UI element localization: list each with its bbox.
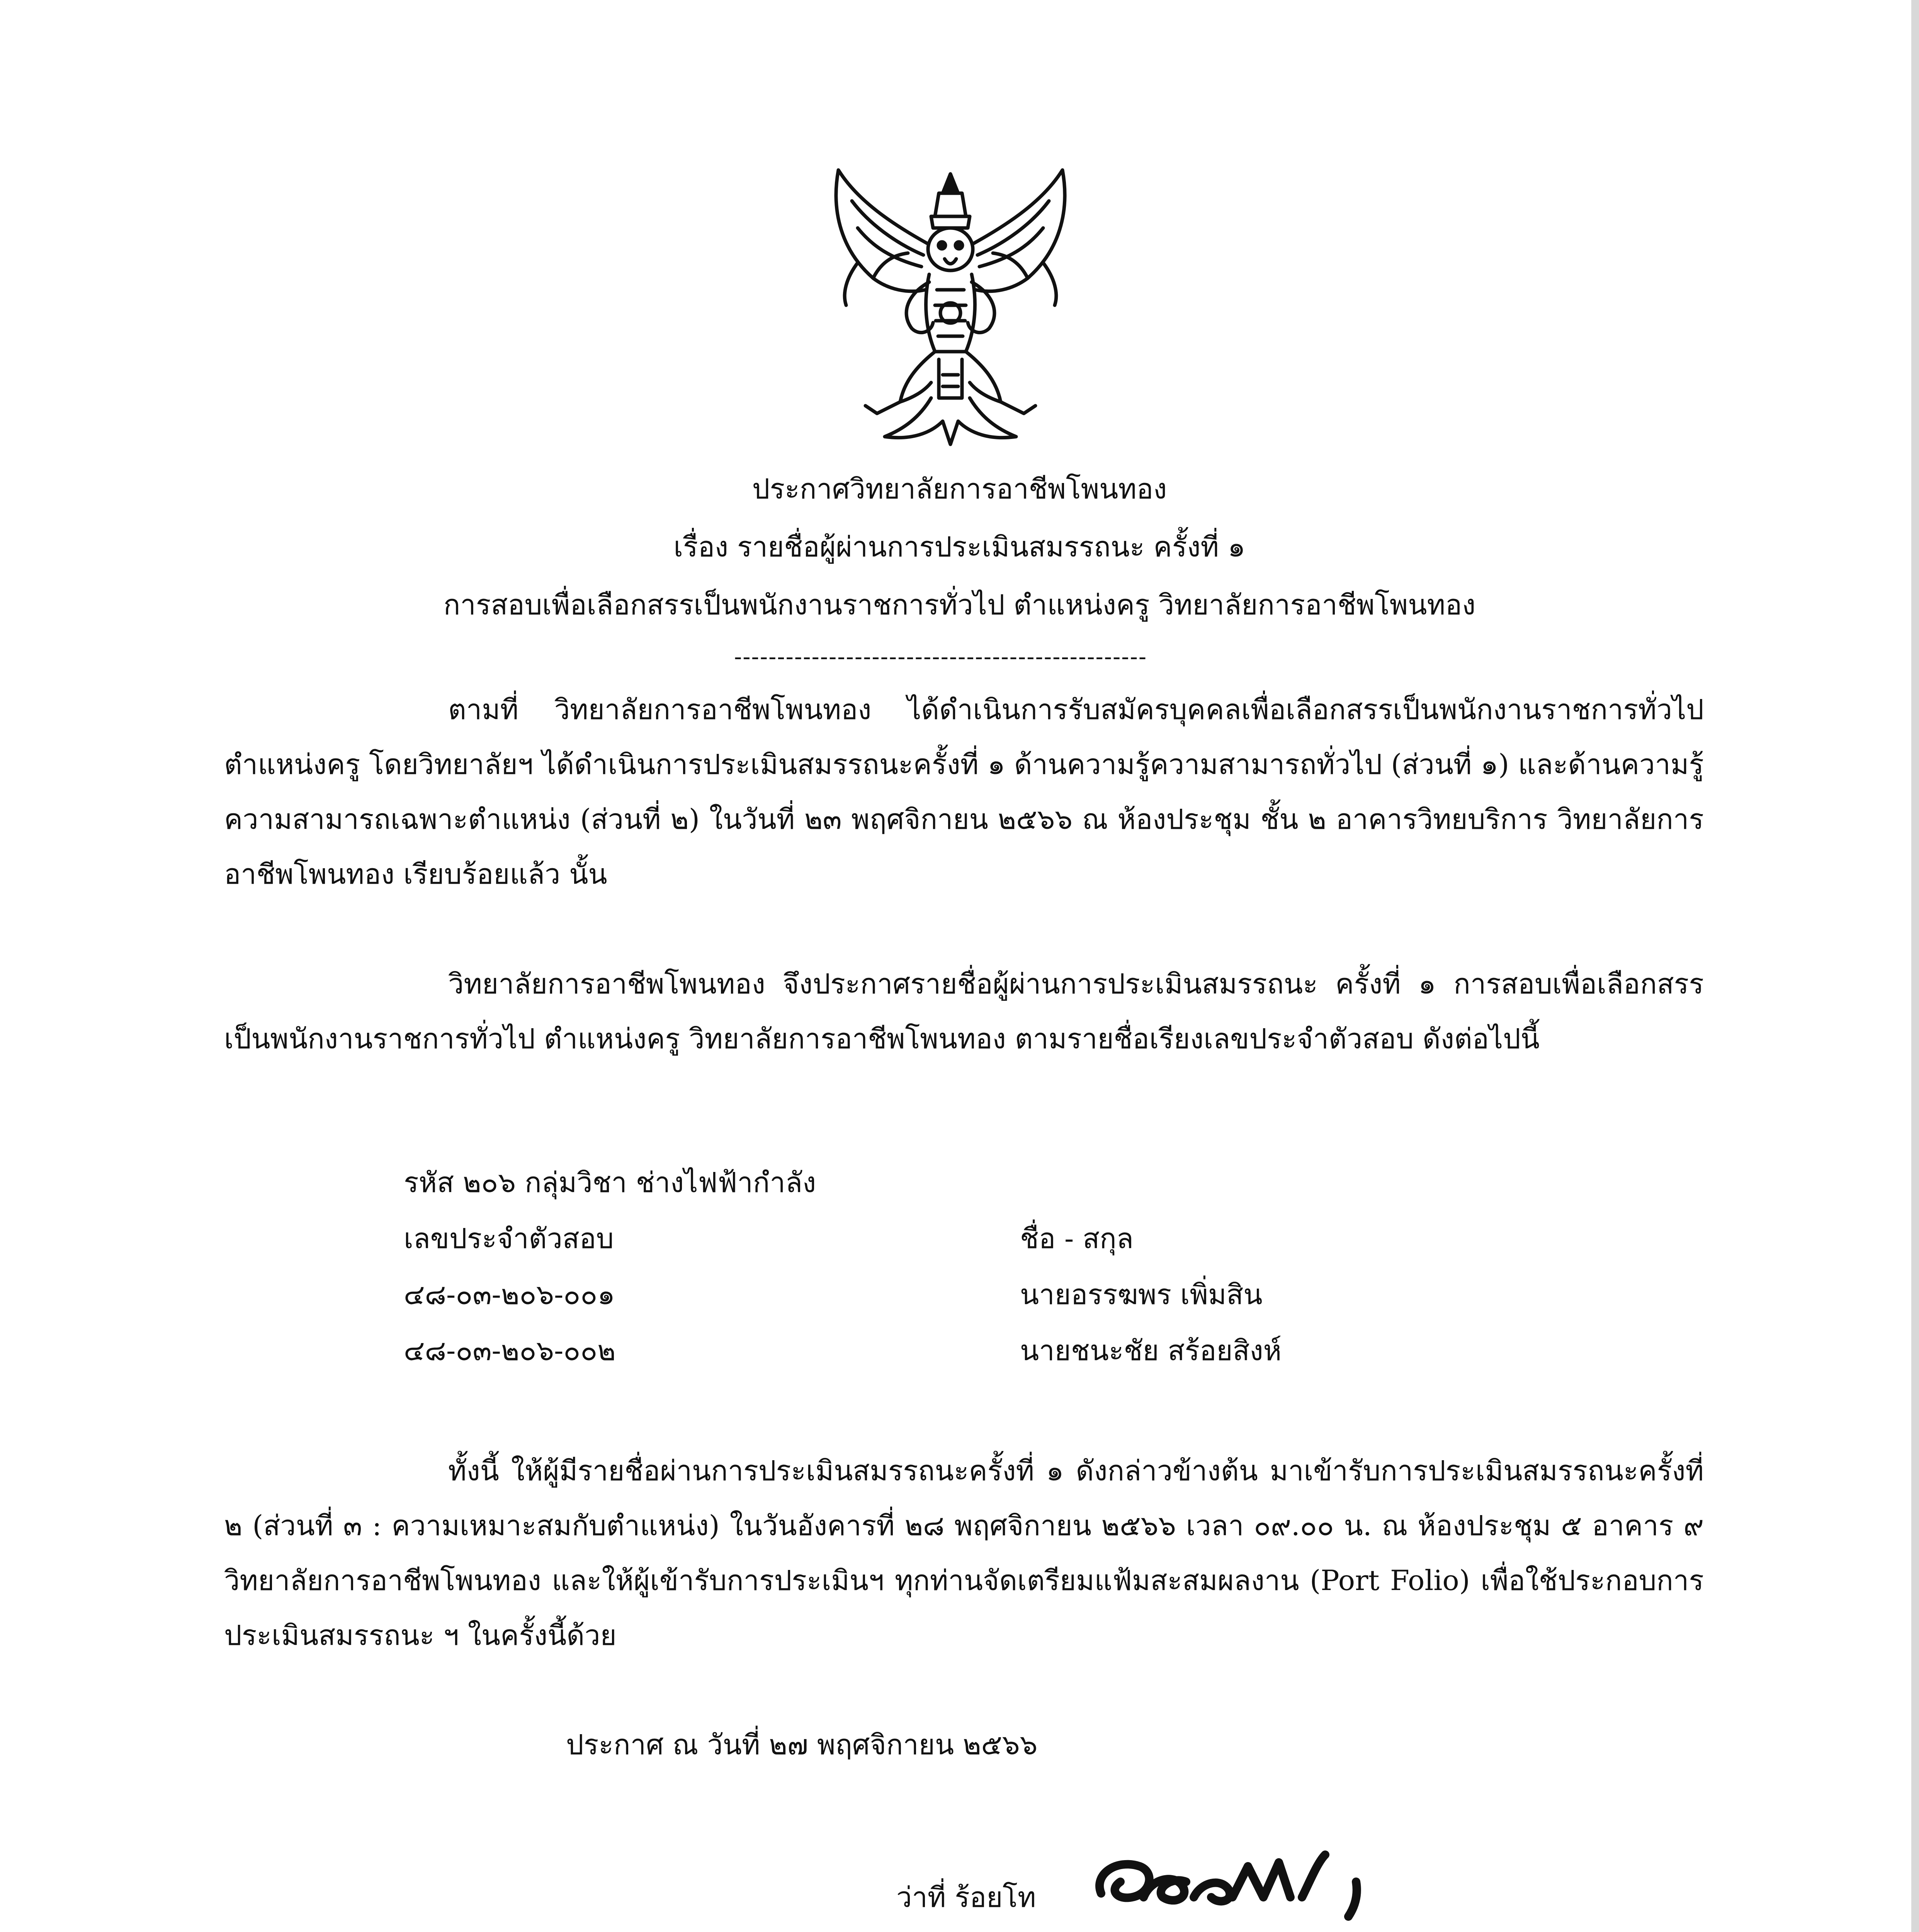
paragraph-1 (224, 682, 1704, 901)
candidate-id: ๔๘-๐๓-๒๐๖-๐๐๑ (404, 1278, 615, 1311)
announcement-date: ประกาศ ณ วันที่ ๒๗ พฤศจิกายน ๒๕๖๖ (566, 1728, 1038, 1761)
announcement-subject: เรื่อง รายชื่อผู้ผ่านการประเมินสมรรถนะ ครั้งที่ ๑ (673, 531, 1246, 563)
signer-name (1045, 1930, 1233, 1932)
announcement-title: ประกาศวิทยาลัยการอาชีพโพนทอง (752, 473, 1167, 505)
signer-rank: ว่าที่ ร้อยโท (896, 1881, 1036, 1913)
scan-edge (1911, 0, 1919, 1932)
paragraph-2 (224, 956, 1704, 1066)
paragraph-3-text: ทั้งนี้ ให้ผู้มีรายชื่อผ่านการประเมินสมรรถนะครั้งที่ ๑ ดังกล่าวข้างต้น มาเข้ารับการประเมินสมรรถนะครั้งที่ ๒ (ส่วนที่ ๓ : ความเหมาะสมกับตำแหน่ง) ในวันอังคารที่ ๒๘ พฤศจิกายน ๒๕๖๖ เวลา ๐๙.๐๐ น. ณ ห้องประชุม ๕ อาคาร ๙ วิทยาลัยการอาชีพโพนทอง และให้ผู้เข้ารับการประเมินฯ ทุกท่านจัดเตรียมแฟ้มสะสมผลงาน (Port Folio) เพื่อใช้ประกอบการประเมินสมรรถนะ ฯ ในครั้งนี้ด้วย (224, 1454, 1704, 1651)
paragraph-2-text: วิทยาลัยการอาชีพโพนทอง จึงประกาศรายชื่อผู้ผ่านการประเมินสมรรถนะ ครั้งที่ ๑ การสอบเพื่อเลือกสรรเป็นพนักงานราชการทั่วไป ตำแหน่งครู วิทยาลัยการอาชีพโพนทอง ตามรายชื่อเรียงเลขประจำตัวสอบ ดังต่อไปนี้ (224, 968, 1704, 1055)
signature-icon (1086, 1839, 1402, 1924)
garuda-emblem-icon (815, 166, 1086, 452)
paragraph-1-text: ตามที่ วิทยาลัยการอาชีพโพนทอง ได้ดำเนินการรับสมัครบุคคลเพื่อเลือกสรรเป็นพนักงานราชการทั่วไป ตำแหน่งครู โดยวิทยาลัยฯ ได้ดำเนินการประเมินสมรรถนะครั้งที่ ๑ ด้านความรู้ความสามารถทั่วไป (ส่วนที่ ๑) และด้านความรู้ความสามารถเฉพาะตำแหน่ง (ส่วนที่ ๒) ในวันที่ ๒๓ พฤศจิกายน ๒๕๖๖ ณ ห้องประชุม ชั้น ๒ อาคารวิทยบริการ วิทยาลัยการอาชีพโพนทอง เรียบร้อยแล้ว นั้น (224, 693, 1704, 890)
header-divider: ------------------------------------------------ (734, 645, 1147, 668)
announcement-subtitle: การสอบเพื่อเลือกสรรเป็นพนักงานราชการทั่วไป ตำแหน่งครู วิทยาลัยการอาชีพโพนทอง (443, 588, 1476, 621)
candidate-id: ๔๘-๐๓-๒๐๖-๐๐๒ (404, 1334, 616, 1367)
subject-group: รหัส ๒๐๖ กลุ่มวิชา ช่างไฟฟ้ากำลัง (404, 1166, 816, 1199)
candidate-name: นายชนะชัย สร้อยสิงห์ (1020, 1334, 1282, 1367)
candidate-name: นายอรรฆพร เพิ่มสิน (1020, 1278, 1263, 1311)
column-header-name: ชื่อ - สกุล (1020, 1222, 1134, 1255)
column-header-id: เลขประจำตัวสอบ (404, 1222, 614, 1255)
paragraph-3 (224, 1443, 1704, 1663)
